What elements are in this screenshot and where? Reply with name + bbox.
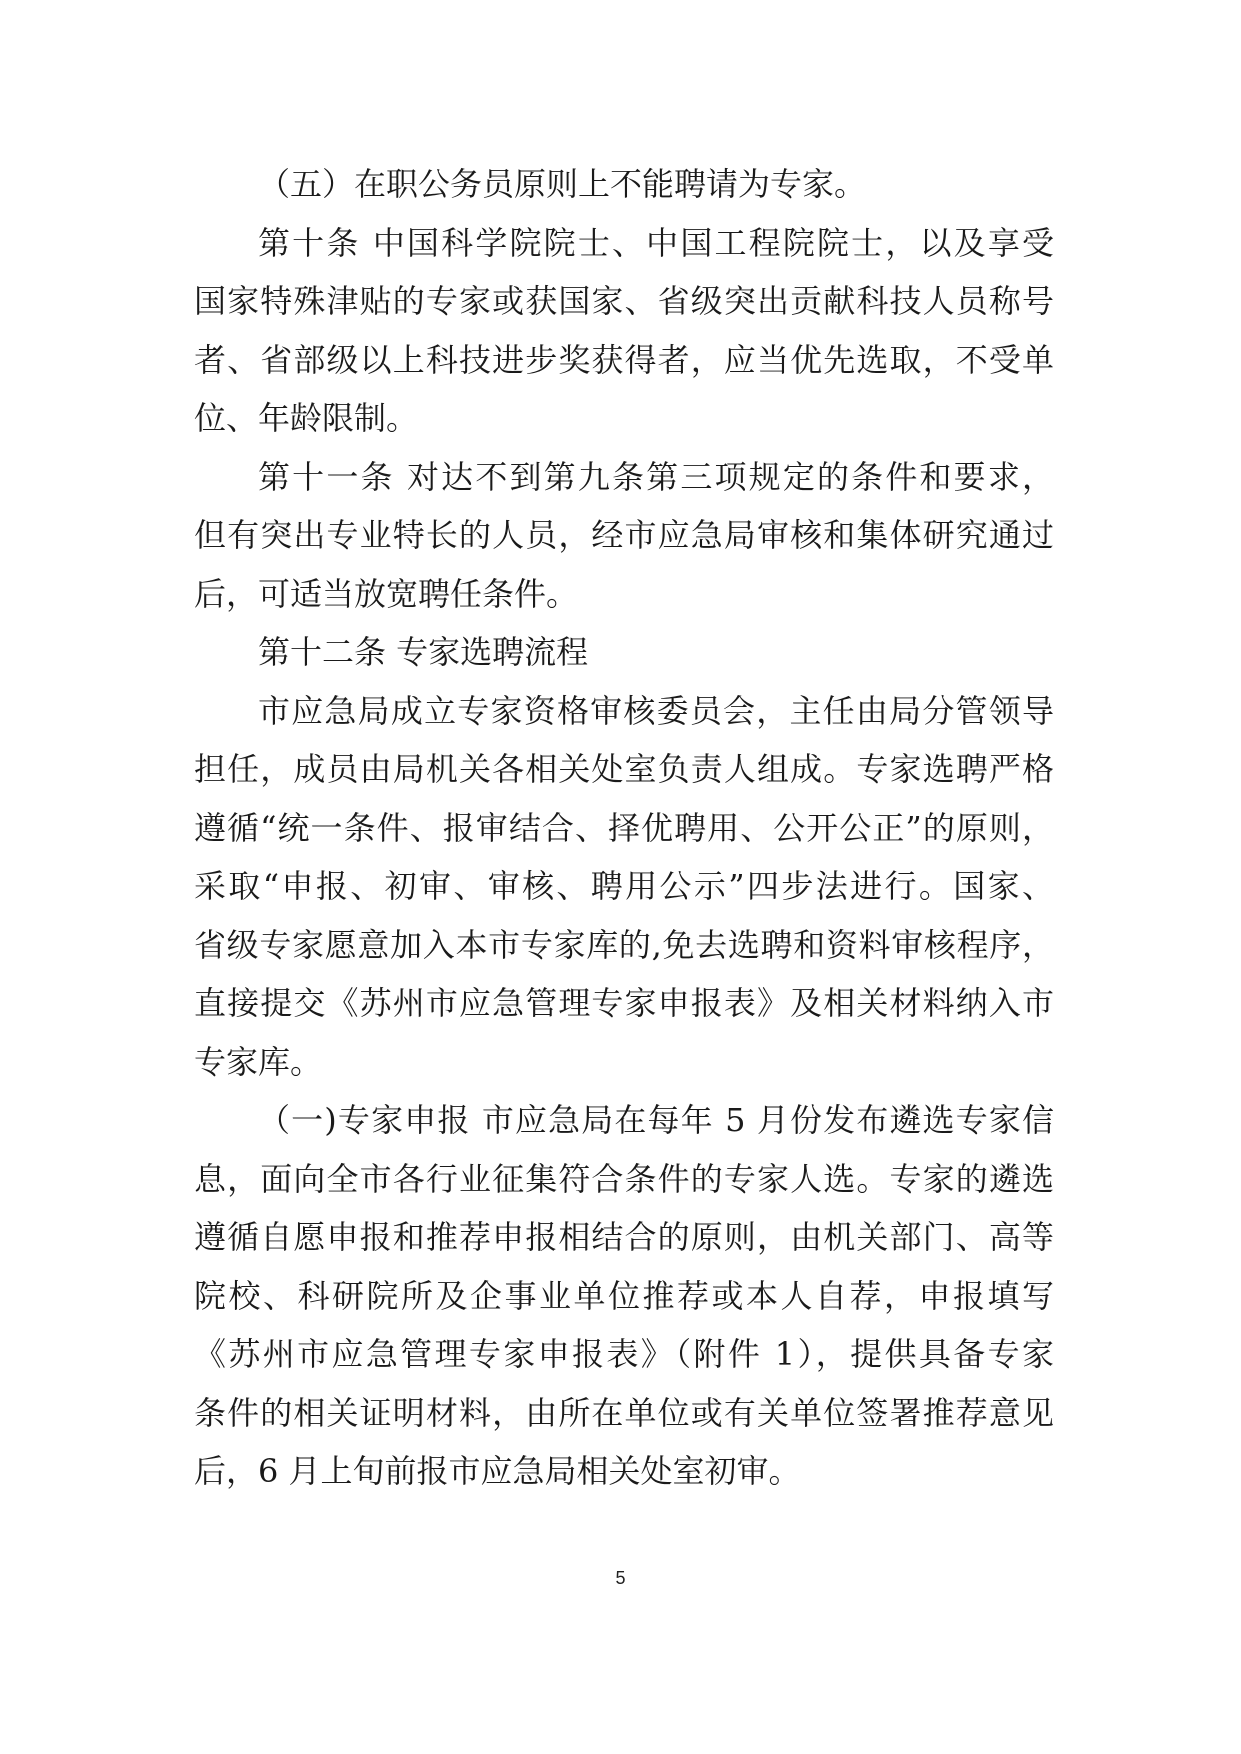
text-line: 市应急局成立专家资格审核委员会，主任由局分管领导 — [258, 692, 1054, 730]
text-line-clause-5: （五）在职公务员原则上不能聘请为专家。 — [258, 165, 867, 203]
text-line: 直接提交《苏州市应急管理专家申报表》及相关材料纳入市 — [194, 984, 1054, 1022]
text-line: 采取“申报、初审、审核、聘用公示”四步法进行。国家、 — [194, 867, 1054, 905]
text-line: 遵循“统一条件、报审结合、择优聘用、公开公正”的原则， — [194, 809, 1054, 847]
text-line: 者、省部级以上科技进步奖获得者，应当优先选取，不受单 — [194, 341, 1054, 379]
text-line: 院校、科研院所及企事业单位推荐或本人自荐，申报填写 — [194, 1277, 1054, 1315]
text-line: 位、年龄限制。 — [194, 399, 419, 437]
text-line: 遵循自愿申报和推荐申报相结合的原则，由机关部门、高等 — [194, 1218, 1054, 1256]
text-line: 但有突出专业特长的人员，经市应急局审核和集体研究通过 — [194, 516, 1054, 554]
text-line: 息，面向全市各行业征集符合条件的专家人选。专家的遴选 — [194, 1160, 1054, 1198]
text-line: 后，可适当放宽聘任条件。 — [194, 575, 579, 613]
text-line: 国家特殊津贴的专家或获国家、省级突出贡献科技人员称号 — [194, 282, 1054, 320]
text-line: 条件的相关证明材料，由所在单位或有关单位签署推荐意见 — [194, 1394, 1054, 1432]
text-line-article-12: 第十二条 专家选聘流程 — [258, 633, 589, 671]
text-line: 专家库。 — [194, 1043, 323, 1081]
text-line-article-10: 第十条 中国科学院院士、中国工程院院士，以及享受 — [258, 224, 1054, 262]
text-line: 后，6 月上旬前报市应急局相关处室初审。 — [194, 1452, 801, 1490]
text-line: 省级专家愿意加入本市专家库的,免去选聘和资料审核程序， — [194, 926, 1054, 964]
text-line: 担任，成员由局机关各相关处室负责人组成。专家选聘严格 — [194, 750, 1054, 788]
page-number: 5 — [615, 1568, 626, 1588]
text-line-clause-1: （一)专家申报 市应急局在每年 5 月份发布遴选专家信 — [258, 1101, 1054, 1139]
text-line: 《苏州市应急管理专家申报表》（附件 1），提供具备专家 — [194, 1335, 1054, 1373]
text-line-article-11: 第十一条 对达不到第九条第三项规定的条件和要求， — [258, 458, 1054, 496]
